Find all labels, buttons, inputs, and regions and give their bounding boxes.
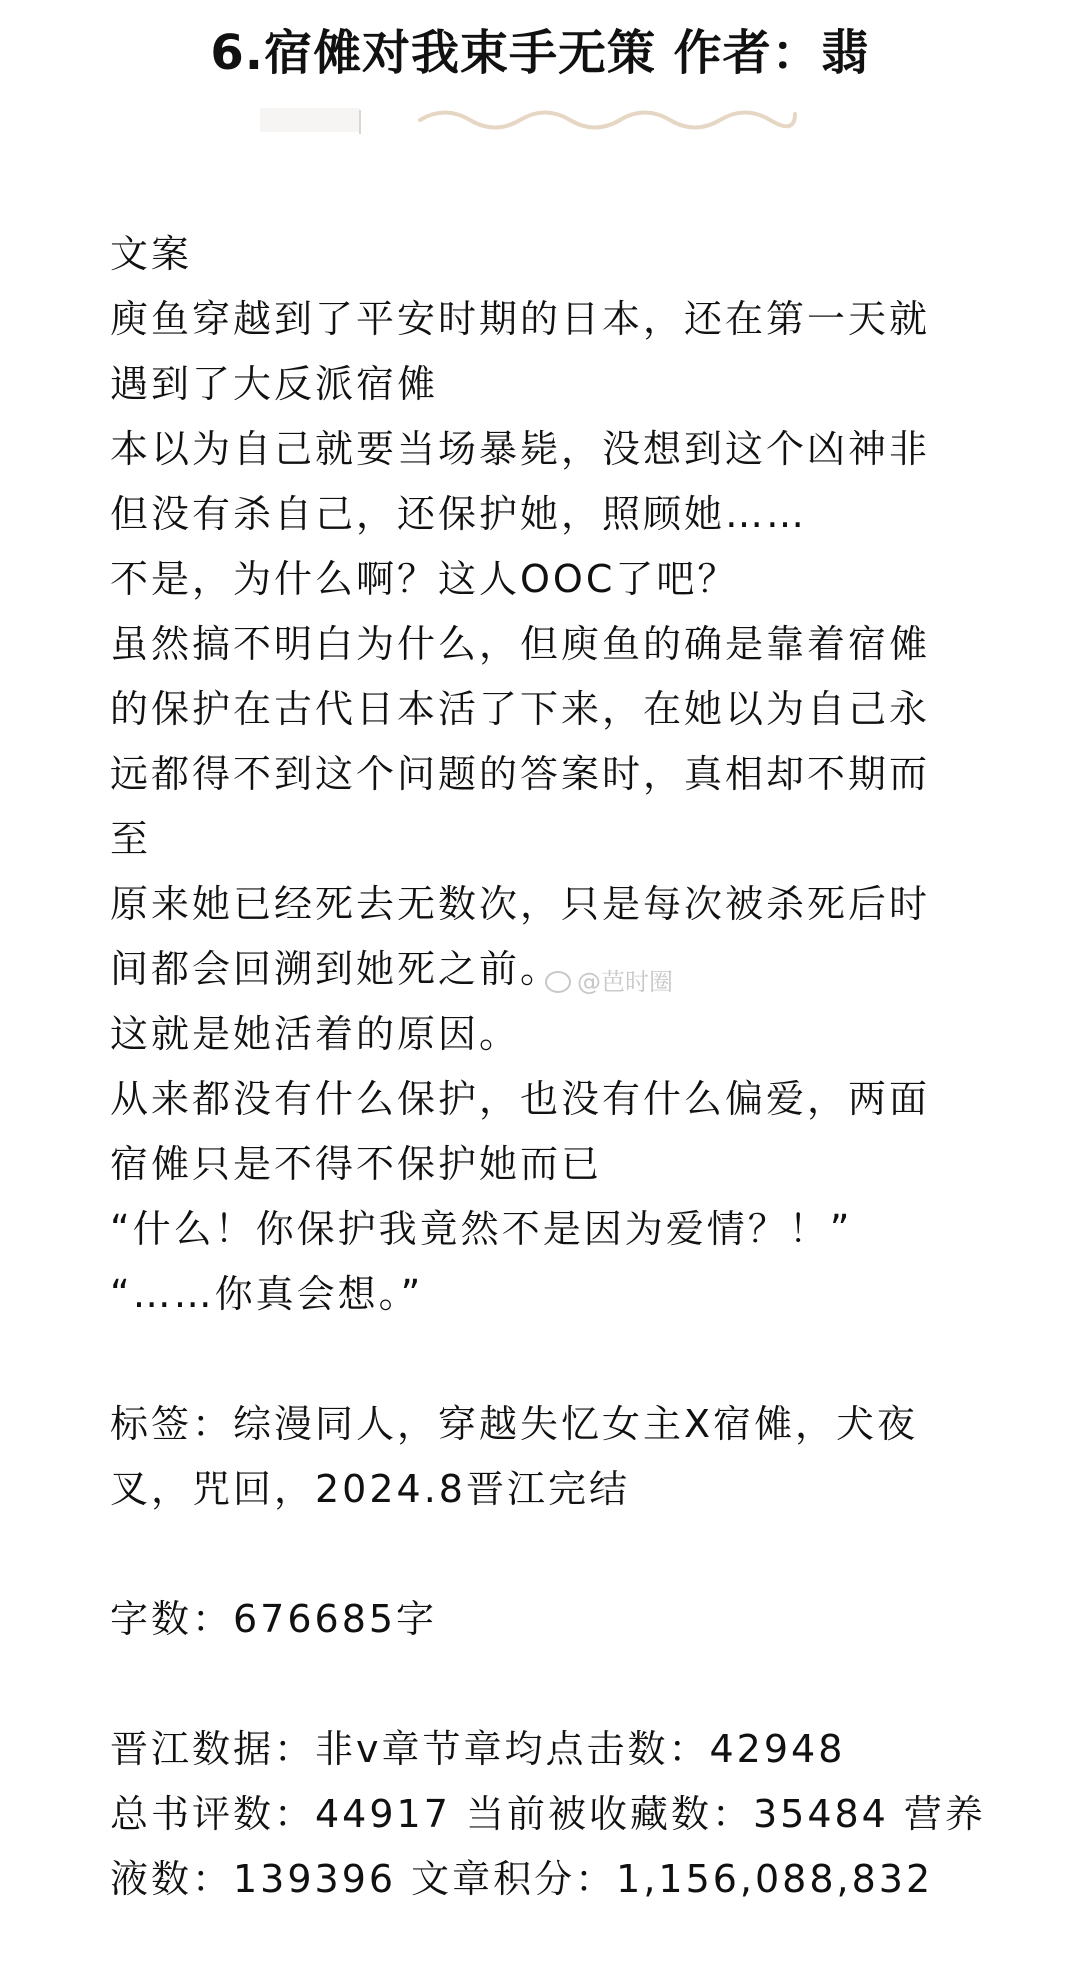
synopsis-line: 宿傩只是不得不保护她而已 [110,1142,603,1186]
synopsis-line: 不是，为什么啊？这人OOC了吧？ [110,557,739,601]
watermark [545,967,673,997]
stats-line: 晋江数据：非v章节章均点击数：42948 [110,1727,846,1771]
synopsis-line: 的保护在古代日本活了下来，在她以为自己永 [110,687,931,731]
spacer [110,1327,990,1392]
synopsis-line: 远都得不到这个问题的答案时，真相却不期而 [110,752,931,796]
watermark-text: @芭时圈 [577,968,673,996]
stats-line: 液数：139396 文章积分：1,156,088,832 [110,1857,934,1901]
spacer [110,1652,990,1717]
word-count: 字数：676685字 [110,1597,438,1641]
spacer [110,1522,990,1587]
tags-line: 标签：综漫同人，穿越失忆女主X宿傩，犬夜 [110,1402,919,1446]
decorative-wave-divider [260,100,800,140]
synopsis-line: “……你真会想。” [110,1272,424,1316]
stats-line: 总书评数：44917 当前被收藏数：35484 营养 [110,1792,986,1836]
synopsis-line: 本以为自己就要当场暴毙，没想到这个凶神非 [110,427,931,471]
synopsis-heading: 文案 [110,232,193,276]
synopsis-line: 虽然搞不明白为什么，但庾鱼的确是靠着宿傩 [110,622,931,666]
weibo-icon [545,971,571,993]
synopsis-line: 遇到了大反派宿傩 [110,362,439,406]
synopsis-line: 间都会回溯到她死之前。 [110,947,562,991]
synopsis-line: 原来她已经死去无数次，只是每次被杀死后时 [110,882,931,926]
tags-line: 叉，咒回，2024.8晋江完结 [110,1467,630,1511]
synopsis-line: 至 [110,817,152,861]
synopsis-line: “什么！你保护我竟然不是因为爱情？！” [110,1207,853,1251]
synopsis-line: 庾鱼穿越到了平安时期的日本，还在第一天就 [110,297,931,341]
page-title: 6.宿傩对我束手无策 作者：翡 [210,25,870,81]
book-description [110,222,990,1912]
synopsis-line: 从来都没有什么保护，也没有什么偏爱，两面 [110,1077,931,1121]
synopsis-line: 但没有杀自己，还保护她，照顾她…… [110,492,808,536]
synopsis-line: 这就是她活着的原因。 [110,1012,521,1056]
